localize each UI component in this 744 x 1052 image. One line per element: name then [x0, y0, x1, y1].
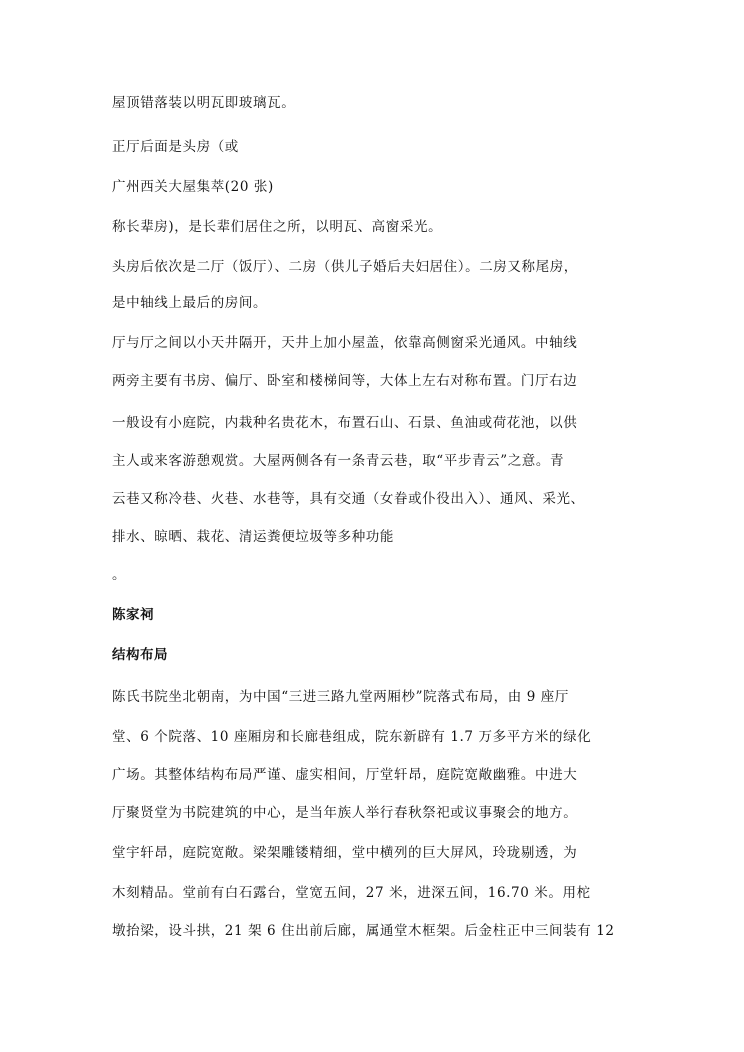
- paragraph-line: 两旁主要有书房、偏厅、卧室和楼梯间等，大体上左右对称布置。门厅右边: [112, 373, 578, 389]
- image-caption: 广州西关大屋集萃(20 张): [112, 179, 274, 195]
- paragraph-line: 厅聚贤堂为书院建筑的中心，是当年族人举行春秋祭祀或议事聚会的地方。: [112, 805, 578, 821]
- paragraph-line: 。: [112, 567, 127, 583]
- paragraph-line: 堂、6 个院落、10 座厢房和长廊巷组成，院东新辟有 1.7 万多平方米的绿化: [112, 729, 592, 745]
- paragraph-line: 堂宇轩昂，庭院宽敞。梁架雕镂精细，堂中横列的巨大屏风，玲珑剔透，为: [112, 845, 578, 861]
- paragraph-line: 头房后依次是二厅（饭厅）、二房（供儿子婚后夫妇居住）。二房又称尾房，: [112, 259, 578, 275]
- paragraph-line: 木刻精品。堂前有白石露台，堂宽五间，27 米，进深五间，16.70 米。用柁: [112, 885, 591, 901]
- paragraph-line: 陈氏书院坐北朝南，为中国“三进三路九堂两厢杪”院落式布局，由 9 座厅: [112, 689, 569, 705]
- paragraph-line: 厅与厅之间以小天井隔开，天井上加小屋盖，依靠高侧窗采光通风。中轴线: [112, 335, 578, 351]
- subsection-heading: 结构布局: [112, 647, 168, 663]
- paragraph-line: 云巷又称冷巷、火巷、水巷等，具有交通（女眷或仆役出入）、通风、采光、: [112, 491, 585, 507]
- paragraph-line: 称长辈房)，是长辈们居住之所，以明瓦、高窗采光。: [112, 219, 443, 235]
- paragraph-line: 正厅后面是头房（或: [112, 139, 239, 155]
- paragraph-line: 排水、晾晒、栽花、清运粪便垃圾等多种功能: [112, 529, 394, 545]
- paragraph-line: 屋顶错落装以明瓦即玻璃瓦。: [112, 95, 296, 111]
- paragraph-line: 主人或来客游憩观赏。大屋两侧各有一条青云巷，取“平步青云”之意。青: [112, 453, 565, 469]
- paragraph-line: 广场。其整体结构布局严谨、虚实相间，厅堂轩昂，庭院宽敞幽雅。中进大: [112, 767, 578, 783]
- section-heading: 陈家祠: [112, 607, 154, 623]
- paragraph-line: 一般设有小庭院，内栽种名贵花木，布置石山、石景、鱼油或荷花池，以供: [112, 415, 578, 431]
- paragraph-line: 墩抬梁，设斗拱，21 架 6 住出前后廊，属通堂木框架。后金柱正中三间装有 12: [112, 923, 615, 939]
- paragraph-line: 是中轴线上最后的房间。: [112, 295, 268, 311]
